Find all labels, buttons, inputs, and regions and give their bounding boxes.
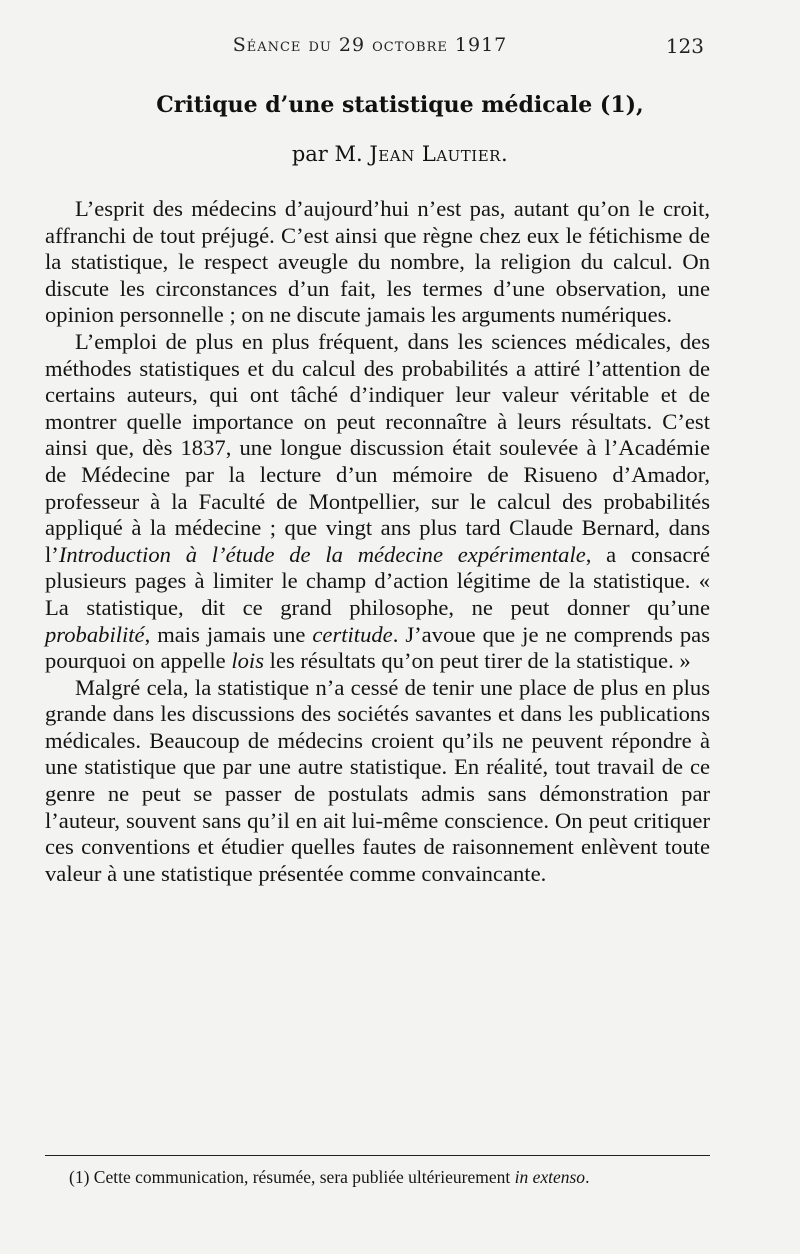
footnote-text: (1) Cette communication, résumée, sera publiée ultérieurement — [69, 1167, 515, 1187]
book-title-italic: Introduction à l’étude de la médecine expérimentale — [58, 541, 586, 567]
certitude-italic: certitude — [312, 621, 393, 647]
paragraph-2-text-5: les résultats qu’on peut tirer de la statistique. » — [264, 648, 691, 674]
paragraph-2-text-2: , a consacré plusieurs pages à limiter le champ d’action légitime de la statistique. « La statistique, dit ce grand philosophe, ne peut donner qu’une — [45, 541, 710, 620]
page-number: 123 — [665, 34, 704, 58]
article-body — [45, 196, 710, 887]
lois-italic: lois — [231, 648, 265, 674]
footnote-italic: in extenso — [514, 1167, 586, 1187]
paragraph-2-text-1: L’emploi de plus en plus fréquent, dans les sciences médicales, des méthodes statistiques et du calcul des probabilités a attiré l’attention de certains auteurs, qui ont tâché d’indiquer leur valeur véritable et de montrer quelle importance on peut reconnaître à leurs résultats. C’est ainsi que, dès 1837, une longue discussion était soulevée à l’Académie de Médecine par la lecture d’un mémoire de Risueno d’Amador, professeur à la Faculté de Montpellier, sur le calcul des probabilités appliqué à la médecine ; que vingt ans plus tard Claude Bernard, dans l’ — [45, 328, 710, 567]
article-title: Critique d’une statistique médicale (1), — [156, 92, 644, 118]
running-head — [0, 34, 800, 64]
paragraph-2 — [45, 329, 710, 675]
footnote-divider — [45, 1155, 710, 1156]
author-name: Jean Lautier. — [369, 142, 509, 166]
paragraph-3: Malgré cela, la statistique n’a cessé de tenir une place de plus en plus grande dans les discussions des sociétés savantes et dans les publications médicales. Beaucoup de médecins croient qu’ils ne peuvent répondre à une statistique que par une autre statistique. En réalité, tout travail de ce genre ne peut se passer de postulats admis sans démonstration par l’auteur, souvent sans qu’il en ait lui-même conscience. On peut critiquer ces conventions et étudier quelles fautes de raisonnement enlèvent toute valeur à une statistique présentée comme convaincante. — [45, 674, 710, 886]
paragraph-1: L’esprit des médecins d’aujourd’hui n’est pas, autant qu’on le croit, affranchi de tout préjugé. C’est ainsi que règne chez eux le fétichisme de la statistique, le respect aveugle du nombre, la religion du calcul. On discute les circonstances d’un fait, les termes d’une observation, une opinion personnelle ; on ne discute jamais les arguments numériques. — [45, 196, 710, 328]
footnote — [45, 1166, 717, 1188]
probabilite-italic: probabilité — [45, 621, 145, 647]
paragraph-2-text-3: , mais jamais une — [144, 621, 313, 647]
paragraph-2-text-4: . J’avoue que je ne comprends pas pourquoi on appelle — [45, 621, 710, 674]
byline-prefix: par M. — [291, 142, 370, 166]
article-byline — [0, 142, 800, 166]
running-head-title: Séance du 29 octobre 1917 — [232, 34, 508, 56]
footnote-end: . — [585, 1167, 590, 1187]
